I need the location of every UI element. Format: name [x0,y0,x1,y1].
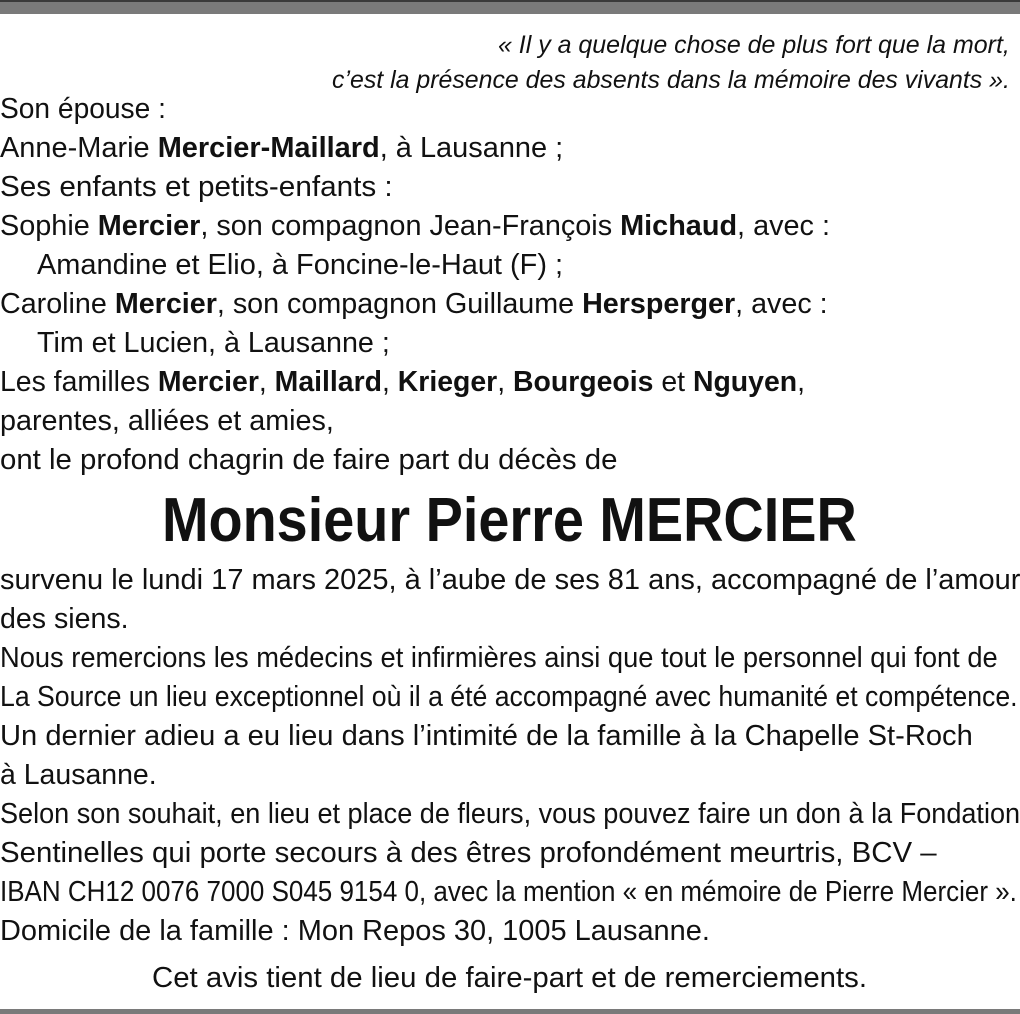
spouse-intro: Son épouse : [0,93,166,125]
body-line: La Source un lieu exceptionnel où il a été accompagné avec humanité et compétence. [0,681,1018,713]
families-intro: Les familles [0,366,158,398]
body-line: IBAN CH12 0076 7000 S045 9154 0, avec la mention « en mémoire de Pierre Mercier ». [0,876,1017,908]
body-line: Un dernier adieu a eu lieu dans l’intimité de la famille à la Chapelle St-Roch [0,720,973,752]
child1-line [0,212,830,241]
child1-rest: , avec : [737,210,830,242]
child2-first: Caroline [0,288,115,320]
announcement-line: ont le profond chagrin de faire part du décès de [0,444,618,476]
spouse-first-name: Anne-Marie [0,132,158,164]
body-line: Sentinelles qui porte secours à des êtres profondément meurtris, BCV – [0,837,937,869]
spouse-location: , à Lausanne ; [379,132,564,164]
relatives-line: parentes, alliées et amies, [0,405,334,437]
body-line: à Lausanne. [0,759,157,791]
children-intro: Ses enfants et petits-enfants : [0,171,393,203]
family-name: Krieger [397,366,498,398]
separator: et [653,366,693,398]
family-name: Bourgeois [513,366,654,398]
families-line [0,368,805,397]
quote-line-2: c’est la présence des absents dans la mémoire des vivants ». [332,66,1010,94]
body-line: des siens. [0,603,129,635]
separator: , [258,366,275,398]
spouse-line [0,134,563,163]
separator: , [381,366,398,398]
separator: , [797,366,805,398]
top-rule [0,0,1020,14]
spouse-last-name: Mercier-Maillard [157,132,380,164]
deceased-name-heading: Monsieur Pierre MERCIER [162,486,857,555]
separator: , [497,366,514,398]
body-line: Selon son souhait, en lieu et place de fleurs, vous pouvez faire un don à la Fondation [0,798,1020,830]
quote-line-1: « Il y a quelque chose de plus fort que la mort, [498,31,1010,59]
child2-rest: , avec : [735,288,828,320]
closing-line: Cet avis tient de lieu de faire-part et de remerciements. [152,962,867,994]
child2-last: Mercier [114,288,217,320]
family-name: Mercier [157,366,259,398]
body-line: Nous remercions les médecins et infirmières ainsi que tout le personnel qui font de [0,642,998,674]
family-name: Nguyen [692,366,798,398]
child2-mid: , son compagnon Guillaume [216,288,583,320]
body-line: Domicile de la famille : Mon Repos 30, 1005 Lausanne. [0,915,710,947]
family-name: Maillard [274,366,382,398]
child1-mid: , son compagnon Jean-François [200,210,621,242]
body-line: survenu le lundi 17 mars 2025, à l’aube de ses 81 ans, accompagné de l’amour [0,564,1020,596]
bottom-rule [0,1009,1020,1014]
grandchildren1-line: Amandine et Elio, à Foncine-le-Haut (F) ; [37,249,564,281]
child1-partner-last: Michaud [620,210,738,242]
grandchildren2-line: Tim et Lucien, à Lausanne ; [37,327,390,359]
child2-line [0,290,828,319]
child2-partner-last: Hersperger [582,288,736,320]
child1-first: Sophie [0,210,98,242]
child1-last: Mercier [97,210,201,242]
